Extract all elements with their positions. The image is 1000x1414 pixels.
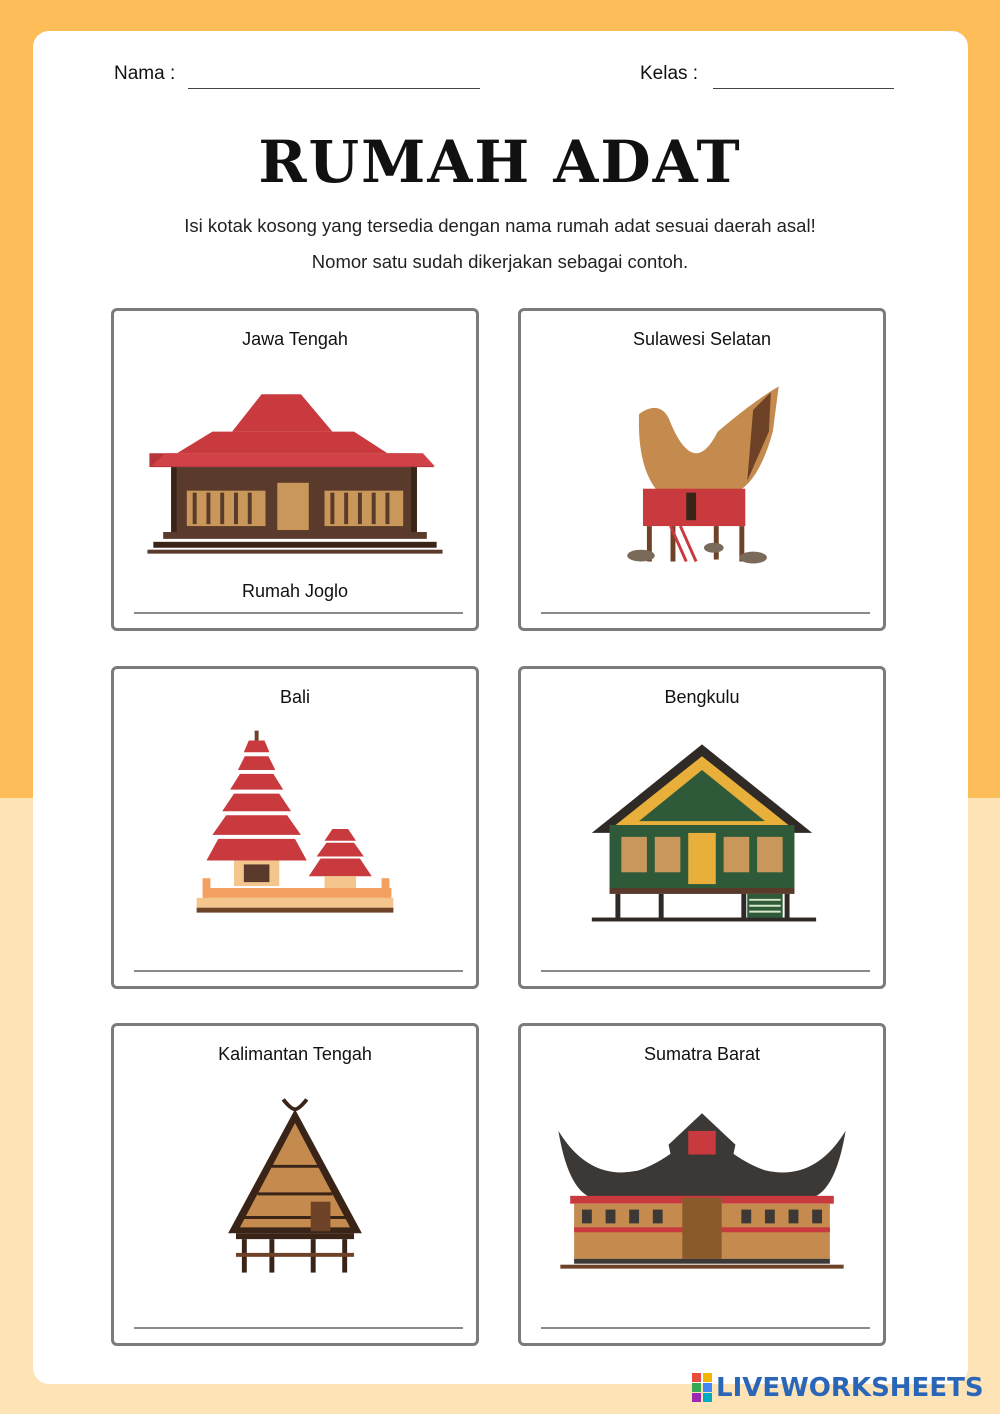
answer-input-line[interactable]: [134, 612, 463, 614]
card-bali: [111, 666, 479, 989]
card-region-label: Kalimantan Tengah: [218, 1044, 372, 1064]
liveworksheets-logo-icon: [692, 1373, 714, 1403]
answer-input-line[interactable]: [134, 1327, 463, 1329]
card-answer-text: Rumah Joglo: [241, 581, 349, 601]
card-kalimantan-tengah: [111, 1023, 479, 1346]
rumah-joglo-illustration: [114, 371, 476, 571]
card-region-label: Sulawesi Selatan: [632, 329, 772, 349]
answer-input-line[interactable]: [541, 1327, 870, 1329]
card-bengkulu: [518, 666, 886, 989]
tongkonan-illustration: [521, 371, 883, 571]
card-region-label: Sumatra Barat: [643, 1044, 761, 1064]
answer-input-line[interactable]: [541, 612, 870, 614]
worksheet-title: RUMAH ADAT: [258, 128, 742, 196]
card-sumatra-barat: [518, 1023, 886, 1346]
class-input-line[interactable]: [713, 88, 894, 89]
name-label: Nama :: [114, 63, 176, 84]
class-label: Kelas :: [640, 63, 699, 84]
card-jawa-tengah: [111, 308, 479, 631]
card-sulawesi-selatan: [518, 308, 886, 631]
card-region-label: Jawa Tengah: [242, 329, 348, 349]
rumah-bubungan-lima-illustration: [521, 729, 883, 929]
instruction-line-1: Isi kotak kosong yang tersedia dengan nama rumah adat sesuai daerah asal!: [184, 215, 816, 236]
answer-input-line[interactable]: [134, 970, 463, 972]
liveworksheets-brand: [692, 1371, 984, 1405]
name-input-line[interactable]: [188, 88, 480, 89]
brand-text: LIVEWORKSHEETS: [716, 1373, 984, 1403]
rumah-betang-illustration: [114, 1086, 476, 1286]
card-region-label: Bengkulu: [664, 687, 740, 707]
rumah-gadang-illustration: [521, 1086, 883, 1286]
bali-pura-illustration: [114, 729, 476, 929]
instruction-line-2: Nomor satu sudah dikerjakan sebagai contoh.: [311, 251, 689, 272]
card-region-label: Bali: [279, 687, 310, 707]
answer-input-line[interactable]: [541, 970, 870, 972]
